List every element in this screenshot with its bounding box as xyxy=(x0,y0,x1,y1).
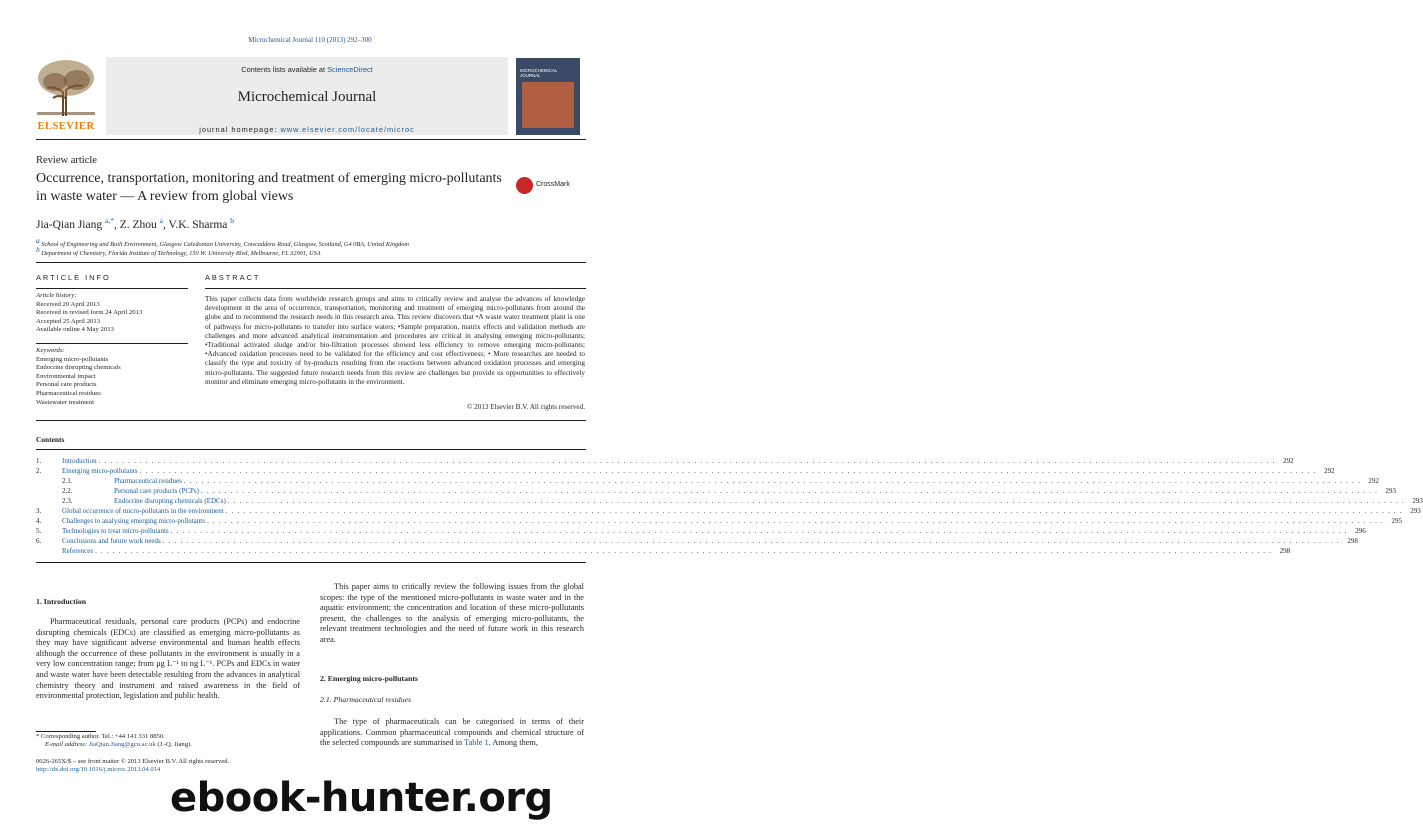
abstract-copyright: © 2013 Elsevier B.V. All rights reserved. xyxy=(466,403,585,411)
toc-leader-dots: . . . . . . . . . . . . . . . . . . . . . . . . . . . . . . . . . . . . . . . . . . . . . . . . . . . . . . . . . . . . . . . . . . . . . . . . . . . . . . . . . . . . . . . . . . . . . . . . . . . . . . . . . . . . . . . . . . . . . . . . . . . . . . . . . . . . . . . . . . . . . . . . . . . . . . . . . . . . . . . . . . . . . . . . . . . . . . . . . . . . . . . . . . . . . . . . . . . . . . . . xyxy=(206,517,1385,525)
crossmark-label: CrossMark xyxy=(536,181,570,188)
toc-row[interactable] xyxy=(36,526,1366,536)
toc-row[interactable] xyxy=(36,536,1358,546)
toc-title-link[interactable]: Endocrine disrupting chemicals (EDCs) xyxy=(114,497,226,505)
section-2-1-text-end: . Among them, xyxy=(488,738,538,748)
keyword: Pharmaceutical residues xyxy=(36,389,101,397)
table-1-link[interactable]: Table 1 xyxy=(464,738,489,748)
title-rule xyxy=(36,262,586,263)
toc-number: 6. xyxy=(36,537,42,545)
toc-row[interactable] xyxy=(36,546,1291,556)
toc-number: 1. xyxy=(36,457,42,465)
sciencedirect-link[interactable]: ScienceDirect xyxy=(327,65,373,74)
toc-title-link[interactable]: References xyxy=(62,547,94,555)
elsevier-wordmark: ELSEVIER xyxy=(37,121,95,132)
toc-leader-dots: . . . . . . . . . . . . . . . . . . . . . . . . . . . . . . . . . . . . . . . . . . . . . . . . . . . . . . . . . . . . . . . . . . . . . . . . . . . . . . . . . . . . . . . . . . . . . . . . . . . . . . . . . . . . . . . . . . . . . . . . . . . . . . . . . . . . . . . . . . . . . . . . . . . . . . . . . . . . . . . . . . . . . . . . . . . . . . . . . . . . . . . . . . . . . . . . . . . . . . . . xyxy=(225,507,1403,515)
article-title: Occurrence, transportation, monitoring and treatment of emerging micro-pollutants in waste water — A review from global views xyxy=(36,171,502,204)
keyword: Wastewater treatment xyxy=(36,398,94,406)
toc-row[interactable] xyxy=(36,466,1335,476)
doi-link[interactable]: http://dx.doi.org/10.1016/j.microc.2013.04.014 xyxy=(36,766,161,774)
toc-leader-dots: . . . . . . . . . . . . . . . . . . . . . . . . . . . . . . . . . . . . . . . . . . . . . . . . . . . . . . . . . . . . . . . . . . . . . . . . . . . . . . . . . . . . . . . . . . . . . . . . . . . . . . . . . . . . . . . . . . . . . . . . . . . . . . . . . . . . . . . . . . . . . . . . . . . . . . . . . . . . . . . . . . . . . . . . . . . . . . . . . . . . . . . . . . . . . . . . . . . . . . . . xyxy=(227,497,1405,505)
author-name[interactable]: Z. Zhou xyxy=(119,218,157,231)
toc-row[interactable] xyxy=(36,476,1379,486)
toc-row[interactable] xyxy=(36,506,1421,516)
toc-page-number: 293 xyxy=(1412,497,1423,505)
article-type: Review article xyxy=(36,155,97,166)
toc-page-number: 298 xyxy=(1279,547,1291,555)
toc-leader-dots: . . . . . . . . . . . . . . . . . . . . . . . . . . . . . . . . . . . . . . . . . . . . . . . . . . . . . . . . . . . . . . . . . . . . . . . . . . . . . . . . . . . . . . . . . . . . . . . . . . . . . . . . . . . . . . . . . . . . . . . . . . . . . . . . . . . . . . . . . . . . . . . . . . . . . . . . . . . . . . . . . . . . . . . . . . . . . . . . . . . . . . . . . . . . . . . . . . . . . . . . xyxy=(183,477,1361,485)
toc-page-number: 292 xyxy=(1283,457,1294,465)
contents-bottom-rule xyxy=(36,562,586,563)
introduction-heading: 1. Introduction xyxy=(36,597,87,606)
email-label: E-mail address: xyxy=(45,741,89,749)
watermark-text: ebook-hunter.org xyxy=(170,775,553,821)
article-info-label: ARTICLE INFO xyxy=(36,273,111,282)
keywords-block xyxy=(36,347,188,407)
affiliation xyxy=(36,245,321,257)
author-sup[interactable]: a,* xyxy=(104,216,114,225)
toc-number: 2. xyxy=(36,467,42,475)
keywords-label: Keywords: xyxy=(36,347,65,354)
crossmark-button[interactable] xyxy=(516,177,588,195)
article-info-rule xyxy=(36,288,188,289)
history-label: Article history: xyxy=(36,292,77,299)
email-link[interactable]: JiaQian.Jiang@gcu.ac.uk xyxy=(88,741,156,749)
affiliation-sup: b xyxy=(36,245,40,254)
section-2-heading: 2. Emerging micro-pollutants xyxy=(320,674,418,683)
affiliation-text: Department of Chemistry, Florida Institute of Technology, 150 W. University Blvd, Melbourne, FL 32901, USA xyxy=(41,250,321,258)
toc-number: 2.2. xyxy=(62,487,73,495)
toc-row[interactable] xyxy=(36,496,1423,506)
abstract-label: ABSTRACT xyxy=(205,273,261,282)
toc-title-link[interactable]: Challenges to analysing emerging micro-pollutants xyxy=(62,517,205,525)
keyword: Environmental impact xyxy=(36,372,96,380)
toc-leader-dots: . . . . . . . . . . . . . . . . . . . . . . . . . . . . . . . . . . . . . . . . . . . . . . . . . . . . . . . . . . . . . . . . . . . . . . . . . . . . . . . . . . . . . . . . . . . . . . . . . . . . . . . . . . . . . . . . . . . . . . . . . . . . . . . . . . . . . . . . . . . . . . . . . . . . . . . . . . . . . . . . . . . . . . . . . . . . . . . . . . . . . . . . . . . . . . . . . . . . . . . . xyxy=(170,527,1348,535)
abstract-rule xyxy=(205,288,586,289)
toc-leader-dots: . . . . . . . . . . . . . . . . . . . . . . . . . . . . . . . . . . . . . . . . . . . . . . . . . . . . . . . . . . . . . . . . . . . . . . . . . . . . . . . . . . . . . . . . . . . . . . . . . . . . . . . . . . . . . . . . . . . . . . . . . . . . . . . . . . . . . . . . . . . . . . . . . . . . . . . . . . . . . . . . . . . . . . . . . . . . . . . . . . . . . . . . . . . . . . . . . . . . . . . . xyxy=(139,467,1317,475)
toc-title-link[interactable]: Introduction xyxy=(62,457,97,465)
introduction-paragraph: Pharmaceutical residuals, personal care products (PCPs) and endocrine disrupting chemicals (EDCs) are classified as emerging micro-pollutants as they may have significant adverse environmental and human health effects although the occurrence of these pollutants in the environment is usually in a very low concentration range; from μg L⁻¹ to ng L⁻¹. PCPs and EDCs in water and waste water have been detectable resulting from the advances in analytical chemistry theory and instrument and raised awareness in the field of environmental protection, legislation and public health. xyxy=(36,617,300,701)
author-name[interactable]: V.K. Sharma xyxy=(168,218,228,231)
homepage-prefix: journal homepage: xyxy=(199,125,281,134)
toc-row[interactable] xyxy=(36,516,1403,526)
toc-number xyxy=(36,546,62,556)
toc-leader-dots: . . . . . . . . . . . . . . . . . . . . . . . . . . . . . . . . . . . . . . . . . . . . . . . . . . . . . . . . . . . . . . . . . . . . . . . . . . . . . . . . . . . . . . . . . . . . . . . . . . . . . . . . . . . . . . . . . . . . . . . . . . . . . . . . . . . . . . . . . . . . . . . . . . . . . . . . . . . . . . . . . . . . . . . . . . . . . . . . . . . . . . . . . . . . . . . . . . . . . . . . xyxy=(162,537,1340,545)
toc-page-number: 295 xyxy=(1391,517,1403,525)
keyword: Personal care products xyxy=(36,381,97,389)
toc-page-number: 292 xyxy=(1324,467,1335,475)
keyword: Emerging micro-pollutants xyxy=(36,355,109,363)
section-2-1-paragraph xyxy=(320,717,584,749)
history-item: Accepted 25 April 2013 xyxy=(36,317,101,325)
email-suffix: (J.-Q. Jiang). xyxy=(155,741,192,749)
toc-row[interactable] xyxy=(36,486,1397,496)
toc-title-link[interactable]: Technologies to treat micro-pollutants xyxy=(62,527,169,535)
toc-number: 4. xyxy=(36,517,42,525)
abstract-bottom-rule xyxy=(36,420,586,421)
author-sup[interactable]: a xyxy=(159,216,163,225)
toc-row[interactable] xyxy=(36,456,1294,466)
issn-line: 0026-265X/$ – see front matter © 2013 Elsevier B.V. All rights reserved. xyxy=(36,758,230,765)
author-list: Jia-Qian Jiang $^{a,*}$, Z. Zhou $^a$, V.K. Sharma $^b$ xyxy=(36,216,235,231)
journal-title: Microchemical Journal xyxy=(237,89,377,105)
toc-leader-dots: . . . . . . . . . . . . . . . . . . . . . . . . . . . . . . . . . . . . . . . . . . . . . . . . . . . . . . . . . . . . . . . . . . . . . . . . . . . . . . . . . . . . . . . . . . . . . . . . . . . . . . . . . . . . . . . . . . . . . . . . . . . . . . . . . . . . . . . . . . . . . . . . . . . . . . . . . . . . . . . . . . . . . . . . . . . . . . . . . . . . . . . . . . . . . . . . . . . . . . . . xyxy=(98,457,1276,465)
history-item: Received 20 April 2013 xyxy=(36,300,100,308)
scope-paragraph: This paper aims to critically review the following issues from the global scopes: the type of the mentioned micro-pollutants in waste water and in the aquatic environment; the concentration and location of these micro-pollutants present, the challenges to the analysis of emerging micro-pollutants, the relevant treatment technologies and the need of future work in this research area. xyxy=(320,582,584,644)
table-of-contents xyxy=(36,456,1423,556)
toc-page-number: 292 xyxy=(1368,477,1379,485)
cover-image xyxy=(522,82,574,128)
toc-page-number: 293 xyxy=(1385,487,1397,495)
history-item: Available online 4 May 2013 xyxy=(36,326,114,334)
history-item: Received in revised form 24 April 2013 xyxy=(36,309,143,317)
corresponding-author-note: * Corresponding author. Tel.: +44 141 331 8850. xyxy=(36,733,165,740)
author-sup[interactable]: b xyxy=(230,216,235,225)
journal-homepage xyxy=(106,125,508,134)
toc-number: 2.3. xyxy=(62,497,73,505)
toc-number: 5. xyxy=(36,527,42,535)
keywords-rule xyxy=(36,343,188,344)
keyword: Endocrine disrupting chemicals xyxy=(36,364,121,372)
header-rule xyxy=(36,139,586,140)
toc-title-link[interactable]: Conclusions and future work needs xyxy=(62,537,161,545)
crossmark-icon xyxy=(516,177,533,194)
abstract-text: This paper collects data from worldwide research groups and aims to critically review and analyse the advances of knowledge development in the area of occurrence, transportation, monitoring and treatment of emerging micro-pollutants from around the globe and to recommend the research needs in this research area. This review discovers that •A waste water treatment plant is one of pathways for micro-pollutants to transfer into surface waters; •Sample preparation, matrix effects and validation methods are challenges and more advanced analytical instrumentation and procedures are critical in analysing emerging micro-pollutants; •Traditional activated sludge and/or bio-filtration processes showed less efficiency to remove emerging micro-pollutants; •Advanced oxidation processes need to be validated for the efficiency and cost effectiveness; • More researches are needed to classify the type and toxicity of by-products resulting from the reactions between advanced oxidation processes and emerging micro-pollutants. The suggested future research needs from this review are challenges but provide us opportunities to effectively monitor and eliminate emerging micro-pollutants in the environment. xyxy=(205,295,585,386)
toc-leader-dots: . . . . . . . . . . . . . . . . . . . . . . . . . . . . . . . . . . . . . . . . . . . . . . . . . . . . . . . . . . . . . . . . . . . . . . . . . . . . . . . . . . . . . . . . . . . . . . . . . . . . . . . . . . . . . . . . . . . . . . . . . . . . . . . . . . . . . . . . . . . . . . . . . . . . . . . . . . . . . . . . . . . . . . . . . . . . . . . . . . . . . . . . . . . . . . . . . . . . . . . . xyxy=(200,487,1379,495)
contents-prefix: Contents lists available at xyxy=(241,65,328,74)
author-name[interactable]: Jia-Qian Jiang xyxy=(36,218,103,231)
contents-heading: Contents xyxy=(36,435,65,444)
article-history xyxy=(36,292,188,335)
toc-title-link[interactable]: Pharmaceutical residues xyxy=(114,477,182,485)
toc-title-link[interactable]: Emerging micro-pollutants xyxy=(62,467,138,475)
toc-page-number: 296 xyxy=(1355,527,1366,535)
journal-citation[interactable]: Microchemical Journal 110 (2013) 292–300 xyxy=(248,36,372,44)
elsevier-tree-logo xyxy=(33,58,99,118)
contents-available-line xyxy=(106,65,508,74)
toc-number: 2.1. xyxy=(62,477,73,485)
affiliation-sup: a xyxy=(36,236,40,245)
affiliation-text: School of Engineering and Built Environment, Glasgow Caledonian University, Cowcaddens Road, Glasgow, Scotland, G4 0BA, United Kingdom xyxy=(41,241,409,249)
toc-leader-dots: . . . . . . . . . . . . . . . . . . . . . . . . . . . . . . . . . . . . . . . . . . . . . . . . . . . . . . . . . . . . . . . . . . . . . . . . . . . . . . . . . . . . . . . . . . . . . . . . . . . . . . . . . . . . . . . . . . . . . . . . . . . . . . . . . . . . . . . . . . . . . . . . . . . . . . . . . . . . . . . . . . . . . . . . . . . . . . . . . . . . . . . . . . . . . . . . . . . . . . . . xyxy=(95,547,1273,555)
footnotes xyxy=(36,733,300,749)
footnote-rule xyxy=(36,731,96,732)
cover-title: MICROCHEMICAL JOURNAL xyxy=(520,68,558,78)
section-2-1-heading: 2.1. Pharmaceutical residues xyxy=(320,695,412,704)
journal-cover-thumbnail[interactable] xyxy=(516,58,580,135)
toc-title-link[interactable]: Global occurrence of micro-pollutants in the environment xyxy=(62,507,224,515)
toc-title-link[interactable]: Personal care products (PCPs) xyxy=(114,487,199,495)
toc-page-number: 298 xyxy=(1347,537,1358,545)
contents-rule xyxy=(36,449,586,450)
toc-number: 3. xyxy=(36,507,42,515)
homepage-link[interactable]: www.elsevier.com/locate/microc xyxy=(280,125,415,134)
toc-page-number: 293 xyxy=(1410,507,1421,515)
section-2-1-text: The type of pharmaceuticals can be categorised in terms of their applications. Common pharmaceutical compounds and chemical structure of the selected compounds are summarised in xyxy=(320,717,584,748)
